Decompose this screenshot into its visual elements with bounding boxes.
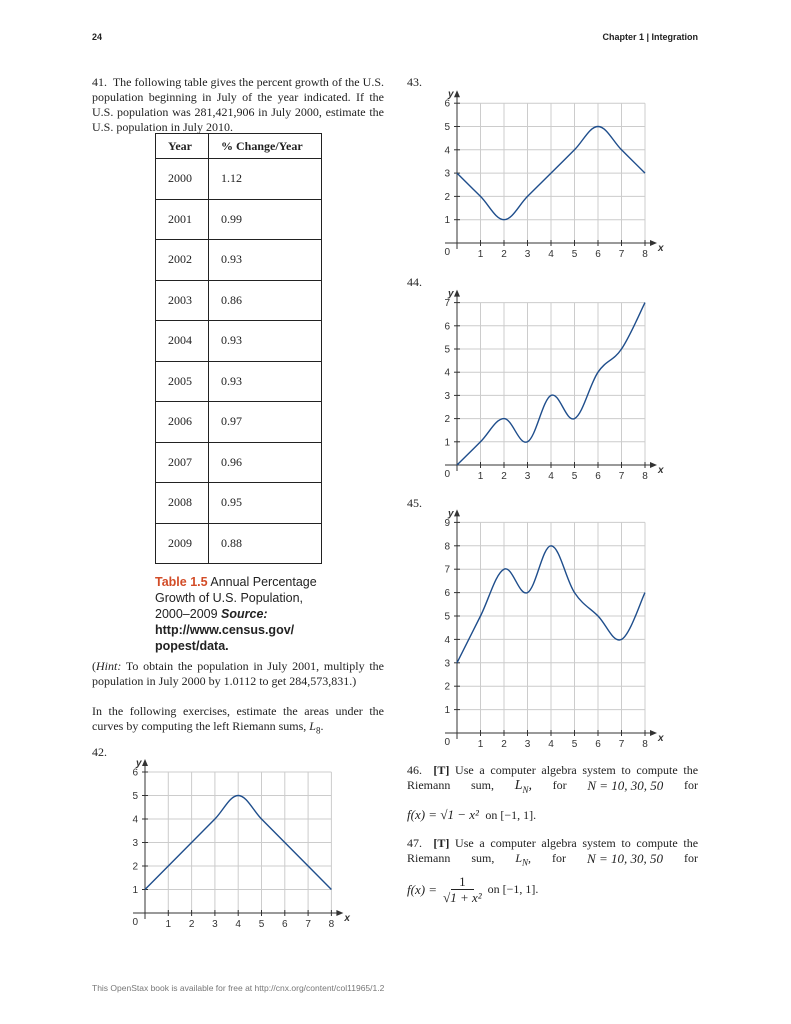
- cell-change: 0.97: [209, 402, 322, 443]
- x-tick-label: 4: [548, 739, 554, 750]
- cell-year: 2004: [156, 321, 209, 362]
- text-sum: sum,: [471, 851, 495, 865]
- x-axis-label: x: [658, 243, 664, 254]
- y-tick-label: 2: [444, 191, 450, 203]
- x-tick-label: 2: [501, 739, 507, 750]
- graph-43: [422, 85, 672, 265]
- problem-46: [407, 763, 698, 823]
- y-axis-arrow-icon: [454, 90, 460, 97]
- text-for: for: [552, 851, 567, 865]
- source-label: Source:: [221, 607, 268, 621]
- table-caption: [155, 574, 335, 654]
- problem-text: The following table gives the percent growth of the U.S. population beginning in July of the year indicated. If the U.S. population was 281,421,906 in July 2000, estimate the U.S. population in July 2010.: [92, 75, 384, 134]
- table-row: [156, 402, 322, 443]
- y-tick-label: 6: [132, 767, 138, 779]
- y-tick-label: 3: [444, 168, 450, 180]
- y-tick-label: 4: [444, 367, 450, 379]
- page-number: 24: [92, 32, 103, 42]
- graph-42: [110, 755, 360, 935]
- y-tick-label: 6: [444, 98, 450, 110]
- x-tick-label: 8: [642, 471, 648, 482]
- y-tick-label: 6: [444, 321, 450, 333]
- problem-text: Use a computer algebra system to compute the: [455, 763, 699, 777]
- cell-year: 2000: [156, 159, 209, 200]
- sum-notation: $L_N$,: [514, 778, 532, 795]
- x-tick-label: 3: [524, 471, 531, 482]
- y-tick-label: 5: [444, 611, 450, 623]
- y-axis-label: y: [448, 89, 454, 101]
- origin-label: 0: [444, 247, 450, 258]
- y-axis-label: y: [448, 288, 454, 300]
- text-riemann: Riemann: [407, 851, 451, 865]
- instructions-text: In the following exercises, estimate the areas under the curves by computing the left Riemann sums,: [92, 704, 384, 733]
- column-header-year: Year: [156, 134, 209, 159]
- graph-44: [422, 285, 672, 485]
- y-tick-label: 2: [444, 681, 450, 693]
- numerator: 1: [451, 874, 474, 890]
- x-tick-label: 8: [328, 919, 335, 930]
- problem-number: 46.: [407, 763, 422, 777]
- y-tick-label: 2: [444, 414, 450, 426]
- x-tick-label: 2: [188, 919, 195, 930]
- y-tick-label: 7: [444, 298, 450, 310]
- problem-43-label: 43.: [407, 75, 422, 89]
- population-growth-table: [155, 133, 322, 564]
- y-axis-arrow-icon: [454, 290, 460, 297]
- x-tick-label: 1: [477, 249, 484, 260]
- footer-text: This OpenStax book is available for free at http://cnx.org/content/col11965/1.2: [92, 983, 385, 993]
- n-values: N = 10, 30, 50: [587, 778, 664, 793]
- y-tick-label: 1: [444, 437, 450, 449]
- sum-subscript: N: [522, 784, 529, 795]
- text-for-2: for: [684, 851, 698, 865]
- instructions-end: .: [320, 719, 324, 733]
- hint-text: To obtain the population in July 2001, multiply the population in July 2000 by 1.0112 to get 284,573,831.): [92, 659, 384, 688]
- cell-year: 2007: [156, 442, 209, 483]
- y-axis-label: y: [136, 758, 142, 769]
- cell-year: 2008: [156, 483, 209, 524]
- n-values: N = 10, 30, 50: [587, 851, 663, 866]
- y-tick-label: 1: [444, 705, 450, 717]
- x-tick-label: 4: [548, 471, 554, 482]
- interval: on [−1, 1].: [487, 882, 539, 897]
- table-row: [156, 321, 322, 362]
- x-tick-label: 3: [524, 249, 531, 260]
- table-row: [156, 523, 322, 564]
- x-tick-label: 2: [501, 471, 507, 482]
- y-tick-label: 5: [444, 344, 450, 356]
- cell-year: 2006: [156, 402, 209, 443]
- x-tick-label: 1: [477, 739, 484, 750]
- table-header-row: [156, 134, 322, 159]
- hint-label: Hint:: [96, 659, 122, 673]
- x-axis-label: x: [344, 913, 350, 924]
- table-row: [156, 442, 322, 483]
- y-tick-label: 4: [444, 634, 450, 646]
- x-tick-label: 5: [571, 471, 578, 482]
- origin-label: 0: [444, 469, 450, 480]
- problem-number: 47.: [407, 836, 422, 850]
- cell-change: 0.99: [209, 199, 322, 240]
- x-tick-label: 5: [571, 739, 578, 750]
- text-riemann: Riemann: [407, 778, 451, 792]
- sum-symbol: L: [309, 719, 316, 733]
- cell-change: 0.96: [209, 442, 322, 483]
- x-tick-label: 7: [618, 471, 625, 482]
- table-row: [156, 280, 322, 321]
- cell-change: 0.88: [209, 523, 322, 564]
- x-tick-label: 3: [212, 919, 218, 930]
- function-formula: [407, 874, 698, 905]
- x-tick-label: 6: [595, 249, 601, 260]
- sum-symbol: L: [515, 851, 523, 865]
- y-axis-arrow-icon: [454, 509, 460, 516]
- problem-text: Use a computer algebra system to compute the: [455, 836, 699, 850]
- y-tick-label: 3: [132, 838, 138, 849]
- y-tick-label: 4: [444, 145, 450, 157]
- x-tick-label: 5: [571, 249, 578, 260]
- cell-year: 2001: [156, 199, 209, 240]
- x-axis-arrow-icon: [650, 240, 657, 246]
- table-row: [156, 240, 322, 281]
- function-formula: [407, 807, 698, 823]
- cell-year: 2005: [156, 361, 209, 402]
- caption-text: Annual Percentage Growth of U.S. Population, 2000–2009: [155, 575, 317, 621]
- x-tick-label: 6: [595, 739, 601, 750]
- sum-notation: $L_N$,: [515, 851, 532, 868]
- y-tick-label: 9: [444, 517, 450, 529]
- technology-tag: [T]: [433, 763, 450, 777]
- formula: f(x) = √1 − x²: [407, 806, 479, 822]
- x-tick-label: 5: [258, 919, 265, 930]
- interval: on [−1, 1].: [485, 807, 537, 822]
- fraction: [443, 874, 482, 905]
- x-tick-label: 8: [642, 739, 648, 750]
- y-tick-label: 8: [444, 541, 450, 553]
- x-axis-label: x: [658, 465, 664, 476]
- x-tick-label: 7: [618, 249, 625, 260]
- x-tick-label: 4: [548, 249, 554, 260]
- table-label: Table 1.5: [155, 575, 208, 589]
- y-tick-label: 3: [444, 390, 450, 402]
- y-axis-arrow-icon: [142, 759, 148, 766]
- cell-year: 2009: [156, 523, 209, 564]
- x-axis-arrow-icon: [650, 462, 657, 468]
- problem-number: 41.: [92, 75, 107, 89]
- x-axis-label: x: [658, 733, 664, 744]
- text-for-2: for: [683, 778, 698, 792]
- sum-symbol: L: [514, 778, 523, 793]
- graph-45: [422, 505, 672, 755]
- source-link[interactable]: http://www.census.gov/popest/data.: [155, 623, 295, 653]
- sum-subscript: 8: [315, 725, 321, 736]
- x-axis-arrow-icon: [336, 910, 343, 916]
- column-header-change: % Change/Year: [209, 134, 322, 159]
- y-tick-label: 4: [132, 814, 138, 826]
- origin-label: 0: [132, 917, 138, 928]
- y-tick-label: 7: [444, 564, 450, 576]
- problem-47: [407, 836, 698, 905]
- table-row: [156, 159, 322, 200]
- cell-year: 2002: [156, 240, 209, 281]
- y-tick-label: 1: [444, 215, 450, 227]
- x-tick-label: 1: [477, 471, 484, 482]
- problem-45-label: 45.: [407, 496, 422, 510]
- x-tick-label: 8: [642, 249, 648, 260]
- y-tick-label: 6: [444, 588, 450, 600]
- cell-change: 0.93: [209, 321, 322, 362]
- x-tick-label: 6: [282, 919, 288, 930]
- y-tick-label: 1: [132, 885, 138, 896]
- table-row: [156, 199, 322, 240]
- problem-42-label: 42.: [92, 745, 107, 759]
- cell-change: 0.93: [209, 240, 322, 281]
- y-tick-label: 5: [444, 122, 450, 133]
- x-axis-arrow-icon: [650, 730, 657, 736]
- origin-label: 0: [444, 737, 450, 748]
- cell-change: 0.86: [209, 280, 322, 321]
- y-tick-label: 5: [132, 791, 138, 802]
- x-tick-label: 7: [618, 739, 625, 750]
- formula-lhs: f(x) =: [407, 882, 438, 898]
- x-tick-label: 4: [235, 919, 241, 930]
- text-for: for: [552, 778, 567, 792]
- y-tick-label: 3: [444, 658, 450, 670]
- denominator: √1 + x²: [443, 890, 482, 906]
- instructions: [92, 704, 384, 738]
- problem-41: [92, 75, 384, 135]
- cell-year: 2003: [156, 280, 209, 321]
- cell-change: 0.95: [209, 483, 322, 524]
- x-tick-label: 2: [501, 249, 507, 260]
- x-tick-label: 1: [165, 919, 172, 930]
- text-sum: sum,: [471, 778, 495, 792]
- sum-subscript: N: [522, 857, 529, 868]
- population-table-wrapper: [155, 133, 322, 564]
- table-row: [156, 361, 322, 402]
- problem-44-label: 44.: [407, 275, 422, 289]
- x-tick-label: 7: [305, 919, 311, 930]
- cell-change: 1.12: [209, 159, 322, 200]
- x-tick-label: 6: [595, 471, 601, 482]
- technology-tag: [T]: [433, 836, 450, 850]
- cell-change: 0.93: [209, 361, 322, 402]
- y-axis-label: y: [448, 508, 454, 520]
- y-tick-label: 2: [132, 861, 138, 873]
- chapter-title: Chapter 1 | Integration: [602, 32, 698, 42]
- table-row: [156, 483, 322, 524]
- x-tick-label: 3: [524, 739, 531, 750]
- hint: (Hint: To obtain the population in July 2001, multiply the population in July 2000 by 1.0112 to get 284,573,831.): [92, 659, 384, 688]
